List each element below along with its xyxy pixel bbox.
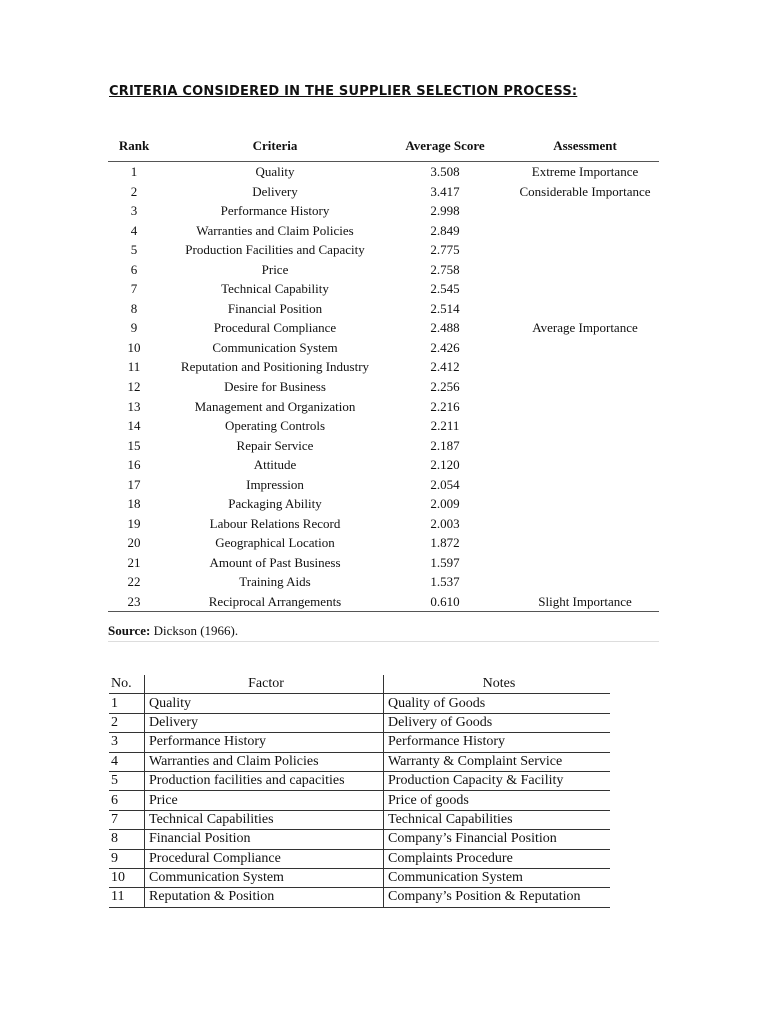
criteria-cell: Financial Position: [227, 300, 323, 316]
table-row: [108, 299, 659, 319]
source-note: [108, 623, 659, 642]
score-cell: 2.211: [430, 418, 460, 434]
table-row: [109, 888, 610, 907]
table-row: [108, 572, 659, 592]
factor-cell: Price: [145, 791, 384, 810]
table-row: [108, 514, 659, 534]
header-no: No.: [109, 675, 145, 694]
criteria-cell: Labour Relations Record: [209, 515, 341, 531]
rank-cell: 23: [127, 594, 141, 610]
rank-cell: 3: [130, 203, 138, 219]
score-cell: 2.120: [430, 457, 460, 473]
score-cell: 2.758: [430, 261, 460, 277]
factor-cell: Reputation & Position: [145, 888, 384, 907]
score-cell: 0.610: [430, 594, 460, 610]
score-cell: 2.187: [430, 437, 460, 453]
criteria-cell: Communication System: [212, 339, 338, 355]
rank-cell: 21: [127, 554, 141, 570]
criteria-cell: Procedural Compliance: [213, 320, 337, 336]
rank-cell: 4: [130, 222, 138, 238]
score-cell: 2.256: [430, 379, 460, 395]
factor-cell: Financial Position: [145, 830, 384, 849]
factor-table-body: [109, 694, 610, 907]
notes-cell: Production Capacity & Facility: [384, 771, 611, 790]
rank-cell: 10: [127, 339, 141, 355]
table-row: [108, 182, 659, 202]
criteria-cell: Desire for Business: [224, 379, 326, 395]
factor-cell: Technical Capabilities: [145, 810, 384, 829]
criteria-cell: Warranties and Claim Policies: [196, 222, 354, 238]
criteria-cell: Reciprocal Arrangements: [208, 594, 342, 610]
score-cell: 2.054: [430, 476, 460, 492]
table-row: [109, 752, 610, 771]
notes-cell: Performance History: [384, 733, 611, 752]
rank-cell: 5: [130, 242, 138, 258]
criteria-cell: Packaging Ability: [228, 496, 322, 512]
score-cell: 3.417: [430, 183, 460, 199]
notes-cell: Complaints Procedure: [384, 849, 611, 868]
criteria-cell: Geographical Location: [215, 535, 335, 551]
score-cell: 2.775: [430, 242, 460, 258]
factor-cell: Production facilities and capacities: [145, 771, 384, 790]
criteria-cell: Management and Organization: [194, 398, 356, 414]
assessment-cell: Considerable Importance: [519, 183, 651, 199]
criteria-cell: Production Facilities and Capacity: [185, 242, 365, 258]
table-row: [108, 533, 659, 553]
score-cell: 2.426: [430, 339, 460, 355]
table-row: [108, 455, 659, 475]
rank-cell: 6: [130, 261, 138, 277]
notes-cell: Delivery of Goods: [384, 713, 611, 732]
score-cell: 2.009: [430, 496, 460, 512]
rank-cell: 17: [127, 476, 141, 492]
no-cell: 4: [109, 752, 145, 771]
score-cell: 2.514: [430, 300, 460, 316]
criteria-table-header: [108, 136, 659, 162]
no-cell: 2: [109, 713, 145, 732]
factor-cell: Quality: [145, 694, 384, 713]
criteria-cell: Attitude: [253, 457, 297, 473]
table-row: [108, 162, 659, 182]
score-cell: 3.508: [430, 164, 460, 179]
criteria-cell: Amount of Past Business: [209, 554, 341, 570]
rank-cell: 14: [127, 418, 141, 434]
score-cell: 2.216: [430, 398, 460, 414]
rank-cell: 19: [127, 515, 141, 531]
factor-notes-table: [109, 675, 610, 908]
rank-cell: 12: [127, 379, 141, 395]
table-row: [109, 771, 610, 790]
header-assessment: Assessment: [553, 138, 617, 153]
notes-cell: Company’s Position & Reputation: [384, 888, 611, 907]
assessment-cell: Average Importance: [532, 320, 638, 336]
criteria-cell: Performance History: [220, 203, 330, 219]
rank-cell: 7: [130, 281, 138, 297]
table-row: [108, 553, 659, 573]
notes-cell: Warranty & Complaint Service: [384, 752, 611, 771]
rank-cell: 11: [127, 359, 141, 375]
table-row: [108, 240, 659, 260]
criteria-table-body: [108, 162, 659, 612]
no-cell: 1: [109, 694, 145, 713]
table-row: [108, 338, 659, 358]
no-cell: 10: [109, 868, 145, 887]
notes-cell: Company’s Financial Position: [384, 830, 611, 849]
score-cell: 2.488: [430, 320, 460, 336]
assessment-cell: Slight Importance: [538, 594, 632, 610]
factor-cell: Performance History: [145, 733, 384, 752]
criteria-cell: Impression: [246, 476, 304, 492]
factor-cell: Communication System: [145, 868, 384, 887]
table-row: [108, 592, 659, 612]
rank-cell: 15: [127, 437, 141, 453]
rank-cell: 16: [127, 457, 141, 473]
score-cell: 1.537: [430, 574, 460, 590]
notes-cell: Quality of Goods: [384, 694, 611, 713]
rank-cell: 13: [127, 398, 141, 414]
no-cell: 5: [109, 771, 145, 790]
criteria-cell: Technical Capability: [221, 281, 329, 297]
score-cell: 1.597: [430, 554, 460, 570]
table-row: [109, 694, 610, 713]
no-cell: 6: [109, 791, 145, 810]
criteria-table: [108, 136, 659, 612]
table-row: [108, 416, 659, 436]
table-row: [108, 475, 659, 495]
score-cell: 2.849: [430, 222, 460, 238]
criteria-cell: Operating Controls: [224, 418, 326, 434]
table-row: [108, 357, 659, 377]
table-row: [108, 436, 659, 456]
no-cell: 9: [109, 849, 145, 868]
score-cell: 1.872: [430, 535, 460, 551]
factor-cell: Warranties and Claim Policies: [145, 752, 384, 771]
table-row: [108, 201, 659, 221]
rank-cell: 20: [127, 535, 141, 551]
score-cell: 2.412: [430, 359, 460, 375]
table-row: [109, 713, 610, 732]
header-factor: Factor: [145, 675, 384, 694]
table-row: [109, 733, 610, 752]
table-row: [109, 849, 610, 868]
table-row: [109, 810, 610, 829]
header-criteria: Criteria: [252, 138, 298, 153]
header-average-score: Average Score: [405, 138, 485, 153]
table-row: [108, 377, 659, 397]
rank-cell: 22: [127, 574, 141, 590]
page-heading: CRITERIA CONSIDERED IN THE SUPPLIER SELECTION PROCESS:: [109, 84, 578, 99]
factor-cell: Procedural Compliance: [145, 849, 384, 868]
score-cell: 2.003: [430, 515, 460, 531]
no-cell: 7: [109, 810, 145, 829]
table-row: [108, 397, 659, 417]
header-notes: Notes: [384, 675, 611, 694]
criteria-cell: Training Aids: [239, 574, 311, 590]
table-row: [109, 791, 610, 810]
notes-cell: Technical Capabilities: [384, 810, 611, 829]
score-cell: 2.545: [430, 281, 460, 297]
source-label: Source:: [108, 623, 151, 638]
criteria-cell: Reputation and Positioning Industry: [180, 359, 370, 375]
criteria-cell: Delivery: [252, 183, 298, 199]
criteria-cell: Quality: [255, 164, 295, 179]
no-cell: 11: [109, 888, 145, 907]
no-cell: 8: [109, 830, 145, 849]
table-row: [108, 221, 659, 241]
header-rank: Rank: [118, 138, 150, 153]
table-row: [108, 260, 659, 280]
rank-cell: 8: [130, 300, 138, 316]
table-row: [108, 279, 659, 299]
table-row: [108, 494, 659, 514]
rank-cell: 1: [130, 164, 138, 179]
source-text: Dickson (1966).: [150, 623, 239, 638]
table-row: [109, 868, 610, 887]
score-cell: 2.998: [430, 203, 460, 219]
table-row: [108, 318, 659, 338]
criteria-cell: Repair Service: [236, 437, 314, 453]
factor-table-header: [109, 675, 610, 694]
no-cell: 3: [109, 733, 145, 752]
table-row: [109, 830, 610, 849]
assessment-cell: Extreme Importance: [531, 164, 639, 179]
factor-cell: Delivery: [145, 713, 384, 732]
rank-cell: 2: [130, 183, 138, 199]
criteria-cell: Price: [261, 261, 289, 277]
rank-cell: 9: [130, 320, 138, 336]
rank-cell: 18: [127, 496, 141, 512]
notes-cell: Price of goods: [384, 791, 611, 810]
notes-cell: Communication System: [384, 868, 611, 887]
